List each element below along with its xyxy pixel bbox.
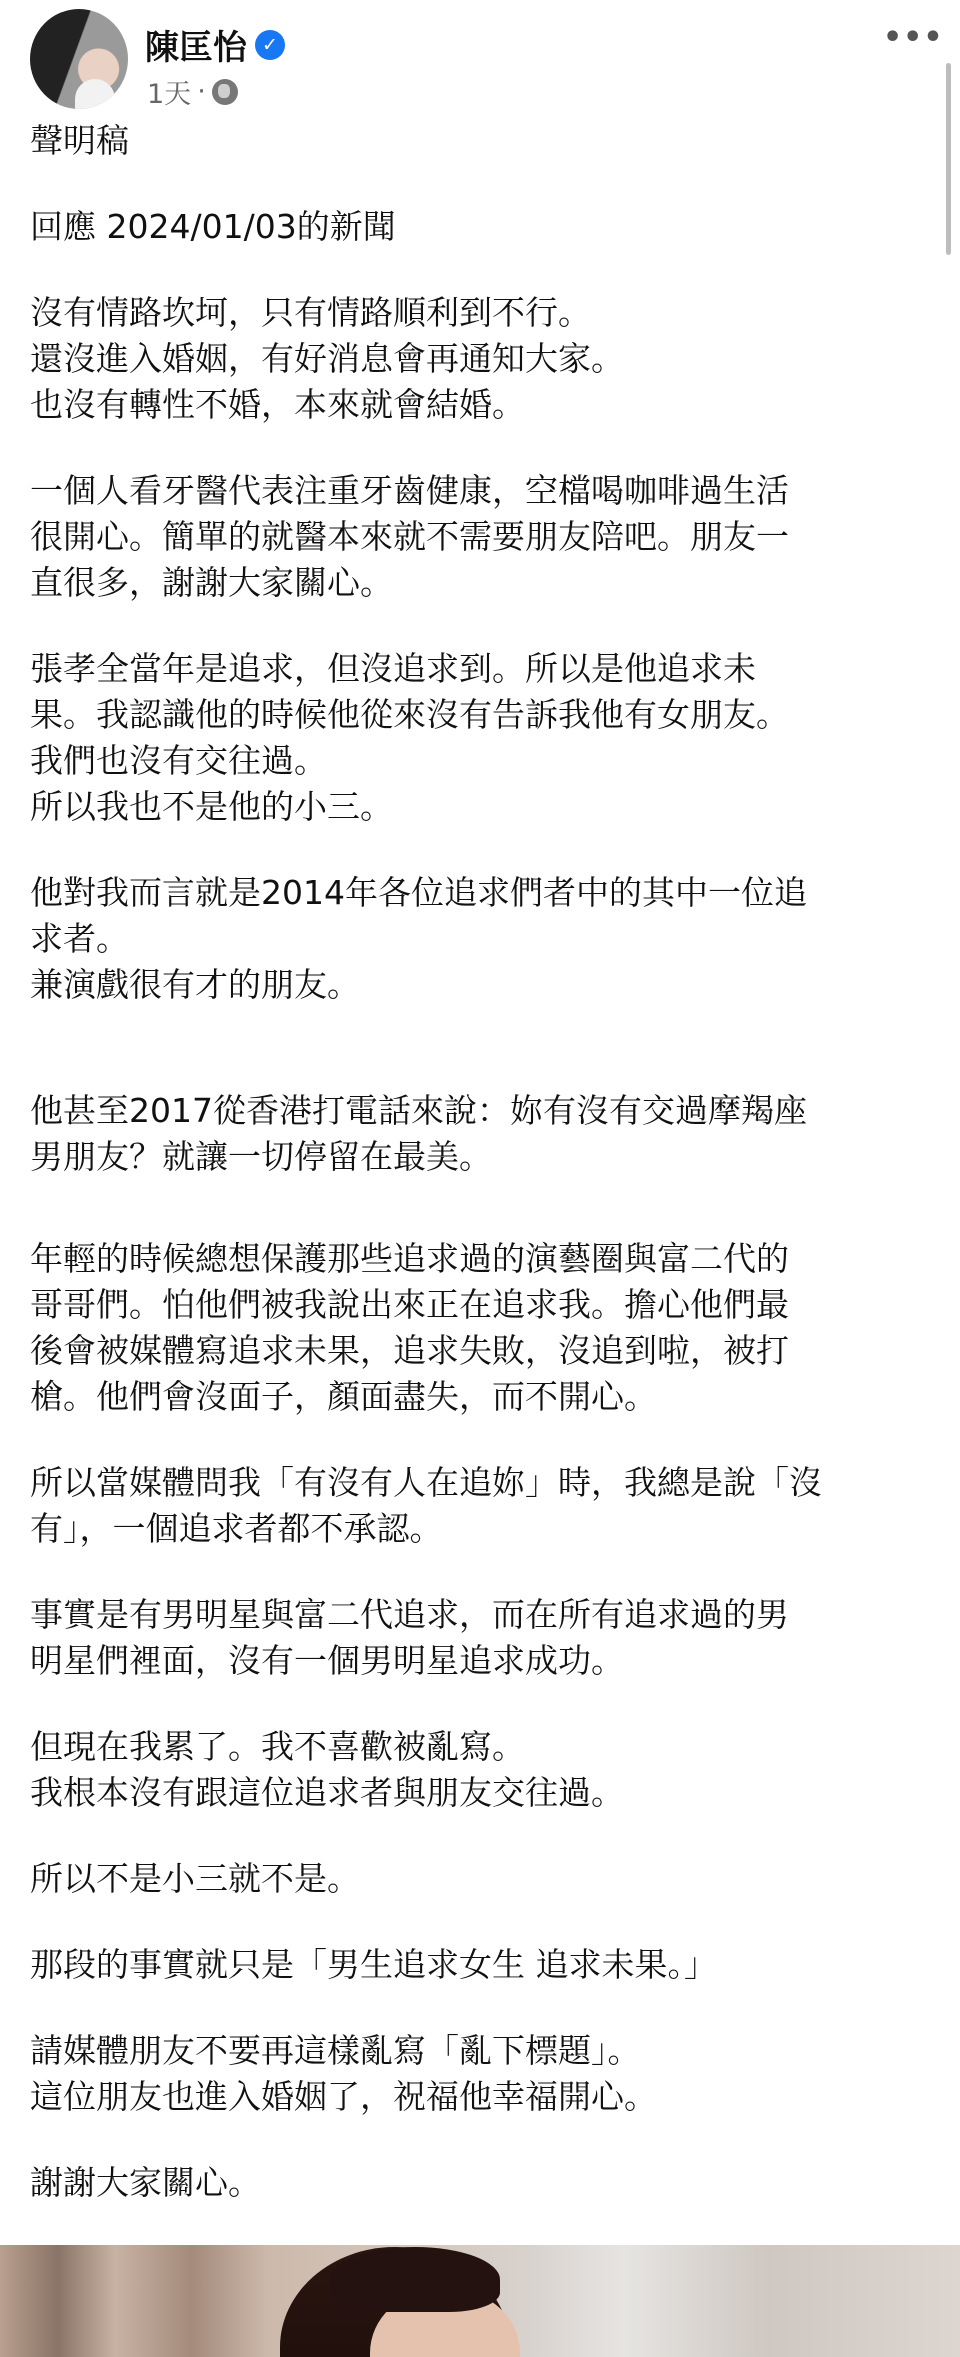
post-line: 謝謝大家關心。	[30, 2163, 261, 2202]
author-avatar[interactable]	[30, 9, 128, 109]
post-meta	[147, 72, 238, 111]
post-line: 直很多，謝謝大家關心。	[30, 563, 393, 602]
post-paragraph	[30, 646, 930, 830]
post-line: 但現在我累了。我不喜歡被亂寫。	[30, 1727, 525, 1766]
post-line: 我根本沒有跟這位追求者與朋友交往過。	[30, 1773, 624, 1812]
post-line: 有」，一個追求者都不承認。	[30, 1509, 443, 1548]
post-body	[30, 118, 930, 2206]
post-line: 事實是有男明星與富二代追求，而在所有追求過的男	[30, 1595, 789, 1634]
post-line: 他甚至2017從香港打電話來說：妳有沒有交過摩羯座	[30, 1091, 807, 1130]
meta-separator: ·	[197, 76, 206, 107]
post-line: 所以不是小三就不是。	[30, 1859, 360, 1898]
post-line: 聲明稿	[30, 121, 129, 160]
author-row	[145, 20, 285, 69]
post-paragraph	[30, 1088, 930, 1180]
post-line: 請媒體朋友不要再這樣亂寫「亂下標題」。	[30, 2031, 641, 2070]
post-line: 男朋友？就讓一切停留在最美。	[30, 1137, 492, 1176]
post-paragraph	[30, 2028, 930, 2120]
post-paragraph	[30, 870, 930, 1008]
post-paragraph	[30, 1592, 930, 1684]
post-line: 明星們裡面，沒有一個男明星追求成功。	[30, 1641, 624, 1680]
photo-bangs	[330, 2247, 500, 2312]
post-paragraph	[30, 118, 930, 164]
post-line: 年輕的時候總想保護那些追求過的演藝圈與富二代的	[30, 1239, 789, 1278]
post-line: 張孝全當年是追求，但沒追求到。所以是他追求未	[30, 649, 756, 688]
globe-icon[interactable]	[212, 79, 238, 105]
post-line: 沒有情路坎坷，只有情路順利到不行。	[30, 293, 591, 332]
post-line: 果。我認識他的時候他從來沒有告訴我他有女朋友。	[30, 695, 789, 734]
post-line: 哥哥們。怕他們被我說出來正在追求我。擔心他們最	[30, 1285, 789, 1324]
post-line: 回應 2024/01/03的新聞	[30, 207, 396, 246]
avatar-detail	[75, 79, 115, 109]
post-line: 也沒有轉性不婚，本來就會結婚。	[30, 385, 525, 424]
post-line: 求者。	[30, 919, 129, 958]
post-line: 那段的事實就只是「男生追求女生 追求未果。」	[30, 1945, 717, 1984]
post-paragraph	[30, 468, 930, 606]
post-paragraph	[30, 1724, 930, 1816]
post-paragraph	[30, 1236, 930, 1420]
post-line: 所以我也不是他的小三。	[30, 787, 393, 826]
post-line: 所以當媒體問我「有沒有人在追妳」時，我總是說「沒	[30, 1463, 822, 1502]
post-paragraph	[30, 1460, 930, 1552]
post-line: 我們也沒有交往過。	[30, 741, 327, 780]
post-line: 兼演戲很有才的朋友。	[30, 965, 360, 1004]
post-line: 還沒進入婚姻，有好消息會再通知大家。	[30, 339, 624, 378]
post-line: 一個人看牙醫代表注重牙齒健康，空檔喝咖啡過生活	[30, 471, 789, 510]
post-paragraph	[30, 2160, 930, 2206]
post-timestamp[interactable]: 1天	[147, 79, 192, 110]
author-name[interactable]: 陳匡怡	[145, 28, 247, 68]
post-line: 他對我而言就是2014年各位追求們者中的其中一位追	[30, 873, 807, 912]
post-line: 這位朋友也進入婚姻了，祝福他幸福開心。	[30, 2077, 657, 2116]
post-line: 槍。他們會沒面子，顏面盡失，而不開心。	[30, 1377, 657, 1416]
post-photo[interactable]	[0, 2245, 960, 2357]
post-paragraph	[30, 1856, 930, 1902]
scrollbar[interactable]	[946, 63, 951, 255]
more-options-button[interactable]: •••	[883, 20, 944, 55]
post-line: 後會被媒體寫追求未果，追求失敗，沒追到啦，被打	[30, 1331, 789, 1370]
post-line: 很開心。簡單的就醫本來就不需要朋友陪吧。朋友一	[30, 517, 789, 556]
post-paragraph	[30, 204, 930, 250]
post-paragraph	[30, 1942, 930, 1988]
post-paragraph	[30, 290, 930, 428]
verified-badge-icon: ✓	[255, 30, 285, 60]
